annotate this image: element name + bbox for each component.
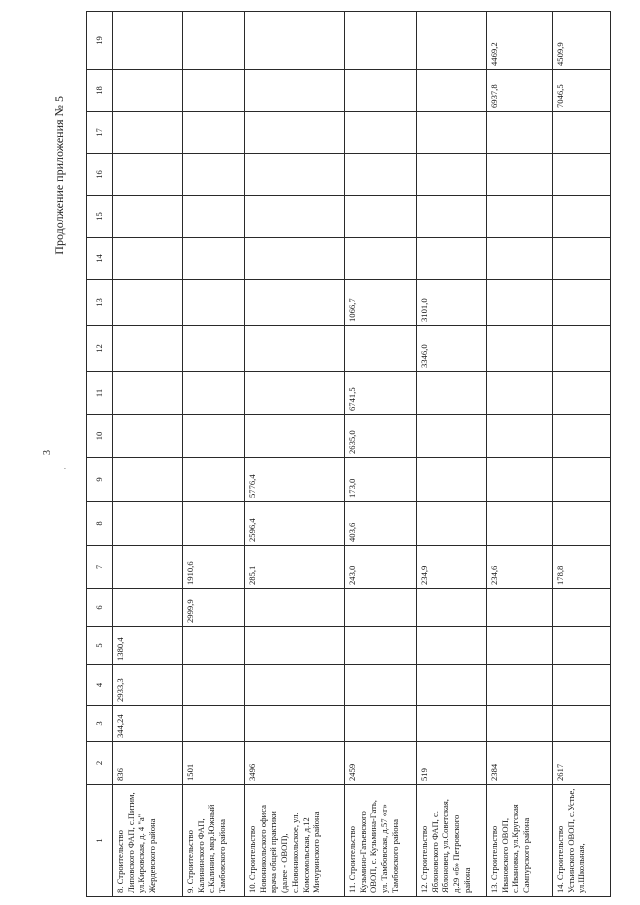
value-cell bbox=[417, 627, 487, 665]
value-cell bbox=[553, 326, 611, 372]
value-cell bbox=[417, 70, 487, 112]
value-cell bbox=[113, 154, 183, 196]
column-header: 13 bbox=[87, 280, 113, 326]
value-cell bbox=[417, 589, 487, 627]
column-header: 14 bbox=[87, 238, 113, 280]
value-cell bbox=[553, 706, 611, 742]
value-cell bbox=[553, 415, 611, 458]
value-cell: 1501 bbox=[183, 742, 245, 785]
value-cell bbox=[183, 665, 245, 706]
value-cell: 7046,5 bbox=[553, 70, 611, 112]
value-cell: 3101,0 bbox=[417, 280, 487, 326]
column-header: 3 bbox=[87, 706, 113, 742]
value-cell: 5776,4 bbox=[245, 458, 345, 502]
value-cell bbox=[245, 196, 345, 238]
value-cell bbox=[345, 627, 417, 665]
value-cell: 2933,3 bbox=[113, 665, 183, 706]
value-cell bbox=[183, 502, 245, 546]
value-cell bbox=[553, 196, 611, 238]
value-cell bbox=[345, 706, 417, 742]
row-name-cell bbox=[345, 785, 417, 897]
value-cell bbox=[487, 706, 553, 742]
value-cell bbox=[553, 112, 611, 154]
value-cell bbox=[417, 112, 487, 154]
value-cell bbox=[183, 415, 245, 458]
row-name: 11. Строительство Кузьмино-Гатьевского ОВОП, с. Кузьмина-Гать, ул. Тамбовская, д.57 «г» Тамбовского района bbox=[347, 800, 400, 893]
value-cell: 836 bbox=[113, 742, 183, 785]
value-cell bbox=[487, 502, 553, 546]
value-cell bbox=[183, 706, 245, 742]
column-header: 12 bbox=[87, 326, 113, 372]
value-cell bbox=[183, 458, 245, 502]
value-cell bbox=[113, 458, 183, 502]
value-cell bbox=[487, 238, 553, 280]
page-number: 3 bbox=[42, 450, 53, 455]
value-cell bbox=[113, 372, 183, 415]
value-cell bbox=[553, 458, 611, 502]
value-cell: 4469,2 bbox=[487, 12, 553, 70]
table-row bbox=[183, 12, 245, 897]
value-cell bbox=[345, 70, 417, 112]
value-cell bbox=[417, 154, 487, 196]
value-cell: 2635,0 bbox=[345, 415, 417, 458]
value-cell bbox=[183, 196, 245, 238]
value-cell bbox=[245, 70, 345, 112]
value-cell bbox=[345, 196, 417, 238]
value-cell bbox=[113, 196, 183, 238]
value-cell bbox=[417, 706, 487, 742]
value-cell bbox=[245, 372, 345, 415]
value-cell: 178,8 bbox=[553, 546, 611, 589]
value-cell bbox=[245, 627, 345, 665]
column-header: 17 bbox=[87, 112, 113, 154]
appendix-title: Продолжение приложения № 5 bbox=[52, 96, 66, 255]
row-name: 14. Строительство Устьинского ОВОП, с.Устье, ул.Школьная, bbox=[555, 788, 587, 893]
value-cell bbox=[417, 196, 487, 238]
value-cell bbox=[487, 589, 553, 627]
value-cell bbox=[183, 627, 245, 665]
column-header: 6 bbox=[87, 589, 113, 627]
value-cell bbox=[487, 280, 553, 326]
column-header: 8 bbox=[87, 502, 113, 546]
value-cell: 2617 bbox=[553, 742, 611, 785]
value-cell: 519 bbox=[417, 742, 487, 785]
value-cell bbox=[183, 280, 245, 326]
value-cell: 403,6 bbox=[345, 502, 417, 546]
table-row bbox=[417, 12, 487, 897]
value-cell bbox=[113, 280, 183, 326]
value-cell: 243,0 bbox=[345, 546, 417, 589]
value-cell bbox=[245, 112, 345, 154]
table-row bbox=[553, 12, 611, 897]
column-header: 15 bbox=[87, 196, 113, 238]
value-cell bbox=[183, 326, 245, 372]
value-cell bbox=[113, 70, 183, 112]
value-cell bbox=[345, 326, 417, 372]
column-header: 9 bbox=[87, 458, 113, 502]
value-cell bbox=[113, 589, 183, 627]
value-cell bbox=[113, 415, 183, 458]
value-cell bbox=[417, 12, 487, 70]
value-cell bbox=[245, 238, 345, 280]
value-cell bbox=[345, 589, 417, 627]
column-header: 19 bbox=[87, 12, 113, 70]
row-name-cell bbox=[113, 785, 183, 897]
value-cell bbox=[245, 665, 345, 706]
value-cell bbox=[553, 280, 611, 326]
value-cell bbox=[487, 112, 553, 154]
value-cell bbox=[345, 238, 417, 280]
column-header: 11 bbox=[87, 372, 113, 415]
value-cell: 3346,0 bbox=[417, 326, 487, 372]
column-header: 5 bbox=[87, 627, 113, 665]
value-cell bbox=[553, 154, 611, 196]
value-cell bbox=[113, 238, 183, 280]
value-cell bbox=[245, 415, 345, 458]
row-name-cell bbox=[417, 785, 487, 897]
value-cell bbox=[113, 502, 183, 546]
value-cell: 4509,9 bbox=[553, 12, 611, 70]
value-cell: 1380,4 bbox=[113, 627, 183, 665]
value-cell: 6741,5 bbox=[345, 372, 417, 415]
value-cell bbox=[183, 112, 245, 154]
row-name-cell bbox=[487, 785, 553, 897]
row-name: 13. Строительство Ивановского ОВОП, с.Ивановка, ул.Кругская Сампурского района bbox=[489, 804, 532, 893]
table-row bbox=[245, 12, 345, 897]
value-cell bbox=[553, 589, 611, 627]
value-cell bbox=[245, 706, 345, 742]
value-cell bbox=[245, 589, 345, 627]
value-cell: 344,24 bbox=[113, 706, 183, 742]
value-cell bbox=[487, 154, 553, 196]
value-cell bbox=[417, 415, 487, 458]
value-cell bbox=[417, 238, 487, 280]
column-header: 16 bbox=[87, 154, 113, 196]
value-cell bbox=[553, 238, 611, 280]
value-cell: 173,0 bbox=[345, 458, 417, 502]
value-cell bbox=[245, 154, 345, 196]
row-name-cell bbox=[553, 785, 611, 897]
value-cell: 1066,7 bbox=[345, 280, 417, 326]
table-body bbox=[87, 12, 611, 897]
value-cell bbox=[553, 627, 611, 665]
column-header: 4 bbox=[87, 665, 113, 706]
value-cell: 2384 bbox=[487, 742, 553, 785]
value-cell bbox=[345, 12, 417, 70]
column-header: 18 bbox=[87, 70, 113, 112]
value-cell bbox=[553, 372, 611, 415]
row-name-cell bbox=[183, 785, 245, 897]
table-row bbox=[487, 12, 553, 897]
value-cell: 285,1 bbox=[245, 546, 345, 589]
row-name: 12. Строительство Яблоновского ФАП, с. Яблоновец, ул.Советская, д.29 «б» Петровского района bbox=[419, 799, 472, 893]
value-cell bbox=[487, 196, 553, 238]
appendix-table bbox=[86, 11, 611, 897]
value-cell bbox=[113, 326, 183, 372]
table-row bbox=[345, 12, 417, 897]
value-cell bbox=[245, 280, 345, 326]
value-cell bbox=[113, 112, 183, 154]
value-cell: 3496 bbox=[245, 742, 345, 785]
row-name: 8. Строительство Липовского ФАП, с.Питим, ул.Кировская, д. 4 "а" Жердевского района bbox=[115, 792, 158, 893]
value-cell bbox=[345, 154, 417, 196]
value-cell: 6937,8 bbox=[487, 70, 553, 112]
column-header: 7 bbox=[87, 546, 113, 589]
column-header: 2 bbox=[87, 742, 113, 785]
value-cell bbox=[417, 665, 487, 706]
value-cell bbox=[183, 372, 245, 415]
value-cell: 2999,9 bbox=[183, 589, 245, 627]
value-cell bbox=[487, 665, 553, 706]
scan-mark: · bbox=[60, 467, 70, 470]
value-cell: 2459 bbox=[345, 742, 417, 785]
column-header: 1 bbox=[87, 785, 113, 897]
value-cell bbox=[487, 415, 553, 458]
value-cell bbox=[113, 546, 183, 589]
value-cell bbox=[487, 372, 553, 415]
value-cell bbox=[345, 665, 417, 706]
row-name: 9. Строительство Калининского ФАП, с.Калинин, мкр.Южный Тамбовского района bbox=[185, 804, 228, 893]
value-cell bbox=[417, 372, 487, 415]
column-header-row bbox=[87, 12, 113, 897]
value-cell: 234,9 bbox=[417, 546, 487, 589]
value-cell: 1910,6 bbox=[183, 546, 245, 589]
value-cell bbox=[113, 12, 183, 70]
table-row bbox=[113, 12, 183, 897]
value-cell bbox=[553, 665, 611, 706]
value-cell bbox=[183, 154, 245, 196]
value-cell bbox=[245, 326, 345, 372]
value-cell bbox=[245, 12, 345, 70]
value-cell bbox=[487, 458, 553, 502]
value-cell bbox=[553, 502, 611, 546]
column-header: 10 bbox=[87, 415, 113, 458]
value-cell bbox=[183, 70, 245, 112]
value-cell bbox=[487, 326, 553, 372]
value-cell bbox=[417, 502, 487, 546]
row-name-cell bbox=[245, 785, 345, 897]
value-cell bbox=[417, 458, 487, 502]
value-cell: 2596,4 bbox=[245, 502, 345, 546]
value-cell bbox=[487, 627, 553, 665]
value-cell bbox=[183, 238, 245, 280]
row-name: 10. Строительство Новоникольского офиса врача общей практики (далее - ОВОП), с.Новоникольское, ул. Комсомольская, д.12 Мичуринского района bbox=[247, 805, 322, 893]
value-cell: 234,6 bbox=[487, 546, 553, 589]
value-cell bbox=[345, 112, 417, 154]
value-cell bbox=[183, 12, 245, 70]
